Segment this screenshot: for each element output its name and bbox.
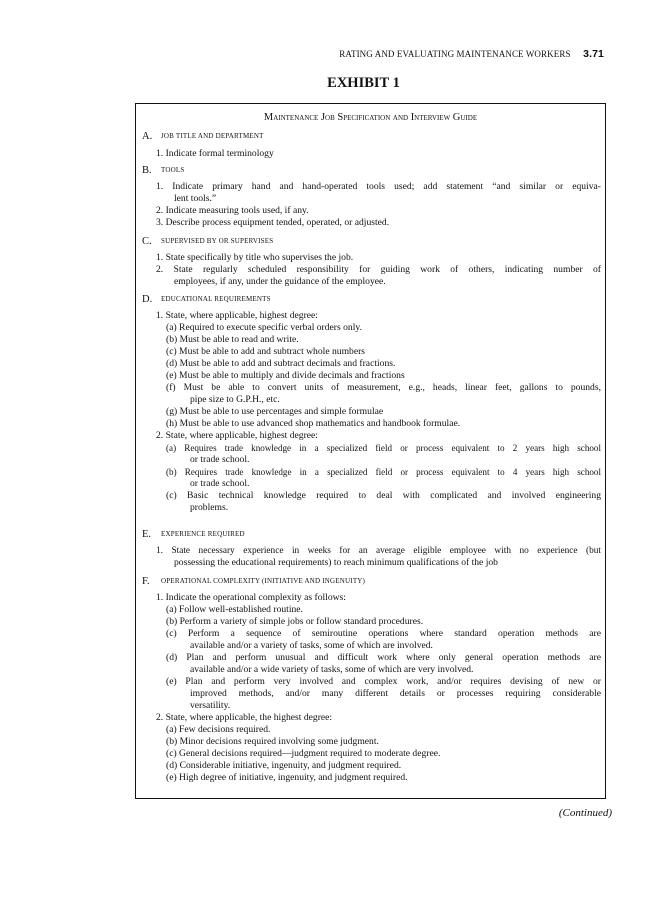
sub-item: (h) Must be able to use advanced shop mathematics and handbook formulae. [166, 418, 461, 429]
continued-label: (Continued) [558, 807, 612, 819]
sub-item: (d) Plan and perform unusual and difficult work where only general operation methods are [166, 652, 601, 663]
sub-item: (c) Must be able to add and subtract whole numbers [166, 346, 366, 357]
sub-item: (b) Requires trade knowledge in a specialized field or process equivalent to 4 years high school [166, 467, 601, 477]
section-title: EXPERIENCE REQUIRED [161, 530, 245, 538]
sub-item: (f) Must be able to convert units of measurement, e.g., heads, linear feet, gallons to pounds, [166, 382, 601, 393]
sub-item-continuation: available and/or a variety of tasks, some of which are involved. [190, 640, 433, 651]
list-item: 1. State, where applicable, highest degree: [156, 310, 318, 321]
section-letter: E. [142, 529, 152, 540]
list-item: 2. State, where applicable, the highest degree: [156, 712, 333, 723]
list-item: 2. Indicate measuring tools used, if any. [156, 205, 309, 216]
running-title: RATING AND EVALUATING MAINTENANCE WORKERS [339, 49, 571, 59]
list-item: 2. State, where applicable, highest degree: [156, 430, 318, 441]
section-title: JOB TITLE AND DEPARTMENT [161, 132, 264, 140]
list-item: 1. Indicate the operational complexity as follows: [156, 592, 346, 603]
section-letter: B. [142, 165, 152, 176]
section-letter: A. [142, 131, 153, 142]
list-item-continuation: lent tools.” [174, 193, 217, 204]
list-item: 3. Describe process equipment tended, operated, or adjusted. [156, 217, 390, 228]
sub-item-continuation: or trade school. [190, 454, 250, 465]
list-item: 1. State necessary experience in weeks for an average eligible employee with no experience (but [156, 546, 601, 556]
list-item: 2. State regularly scheduled responsibility for guiding work of others, indicating number of [156, 264, 601, 275]
sub-item: (b) Minor decisions required involving some judgment. [166, 736, 379, 747]
sub-item-continuation: versatility. [190, 700, 231, 711]
sub-item: (d) Must be able to add and subtract decimals and fractions. [166, 358, 396, 369]
section-title: SUPERVISED BY OR SUPERVISES [161, 237, 274, 245]
sub-item: (g) Must be able to use percentages and simple formulae [166, 406, 384, 417]
sub-item: (b) Perform a variety of simple jobs or follow standard procedures. [166, 616, 424, 627]
box-title: Maintenance Job Specification and Interview Guide [263, 112, 478, 123]
sub-item-continuation: pipe size to G.P.H., etc. [190, 394, 280, 405]
section-letter: D. [142, 294, 153, 305]
job-specification-box [135, 103, 606, 799]
exhibit-title: EXHIBIT 1 [327, 75, 400, 91]
list-item: 1. Indicate primary hand and hand-operated tools used; add statement “and similar or equiva- [156, 181, 601, 192]
sub-item-continuation: improved methods, and/or many different details or processes requiring considerable [190, 688, 601, 699]
list-item-continuation: possessing the educational requirements) to reach minimum qualifications of the job [174, 557, 498, 568]
sub-item-continuation: problems. [190, 502, 229, 513]
section-title: OPERATIONAL COMPLEXITY (INITIATIVE AND INGENUITY) [161, 577, 366, 585]
sub-item-continuation: available and/or a wide variety of tasks, some of which are very involved. [190, 664, 474, 675]
sub-item: (a) Required to execute specific verbal orders only. [166, 322, 362, 333]
sub-item-continuation: or trade school. [190, 478, 250, 489]
list-item: 1. State specifically by title who supervises the job. [156, 252, 354, 263]
section-title: EDUCATIONAL REQUIREMENTS [161, 295, 271, 303]
list-item: 1. Indicate formal terminology [156, 148, 274, 159]
sub-item: (e) Must be able to multiply and divide decimals and fractions [166, 370, 405, 381]
sub-item: (a) Few decisions required. [166, 724, 271, 735]
section-title: TOOLS [161, 166, 185, 174]
sub-item: (c) General decisions required—judgment required to moderate degree. [166, 748, 441, 759]
section-letter: C. [142, 236, 152, 247]
sub-item: (c) Basic technical knowledge required to deal with complicated and involved engineering [166, 490, 601, 501]
list-item-continuation: employees, if any, under the guidance of the employee. [174, 276, 386, 287]
section-letter: F. [142, 576, 150, 587]
sub-item: (c) Perform a sequence of semiroutine operations where standard operation methods are [166, 628, 601, 639]
sub-item: (a) Follow well-established routine. [166, 604, 303, 615]
running-header [60, 48, 604, 60]
sub-item: (d) Considerable initiative, ingenuity, and judgment required. [166, 760, 402, 771]
sub-item: (a) Requires trade knowledge in a specialized field or process equivalent to 2 years high school [166, 443, 601, 453]
sub-item: (e) High degree of initiative, ingenuity, and judgment required. [166, 772, 408, 783]
sub-item: (e) Plan and perform very involved and complex work, and/or requires devising of new or [166, 676, 601, 687]
page-number: 3.71 [583, 48, 604, 60]
sub-item: (b) Must be able to read and write. [166, 334, 299, 345]
